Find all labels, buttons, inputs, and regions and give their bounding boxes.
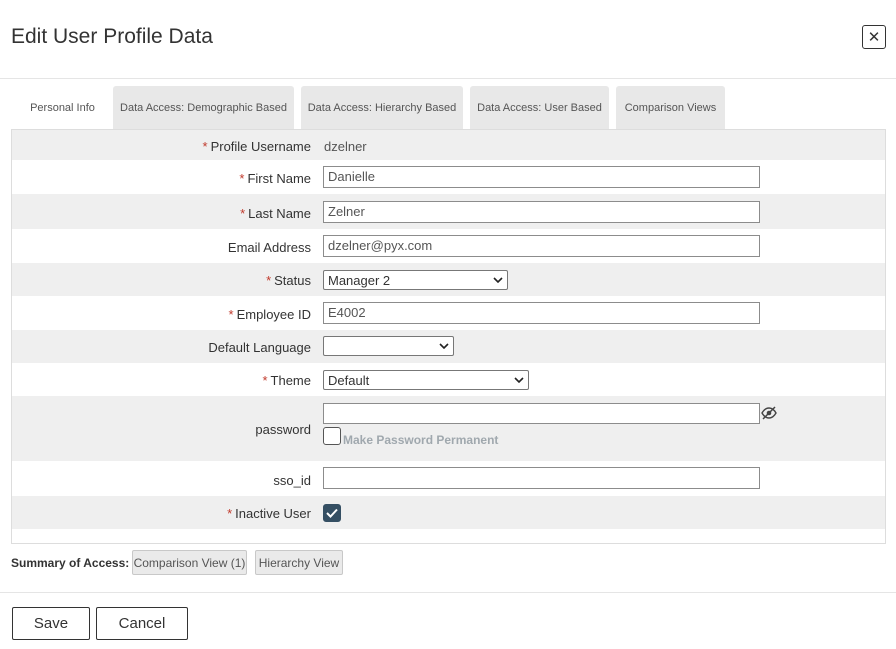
inactive-user-label xyxy=(227,506,311,521)
hierarchy-view-button[interactable] xyxy=(255,550,343,575)
form-row-first-name xyxy=(12,160,885,194)
form-row-employee-id xyxy=(12,296,885,330)
email-input[interactable]: dzelner@pyx.com xyxy=(323,235,760,257)
sso-id-input[interactable] xyxy=(323,467,760,489)
theme-selected-value: Default xyxy=(328,372,370,388)
label-text: Employee ID xyxy=(236,307,311,322)
tab-comparison-views[interactable] xyxy=(616,86,725,129)
default-language-select[interactable] xyxy=(323,336,454,356)
default-language-label: Default Language xyxy=(208,340,311,355)
form-row-theme xyxy=(12,363,885,396)
inactive-user-checkbox[interactable] xyxy=(323,504,341,522)
tab-demographic-based[interactable] xyxy=(113,86,294,129)
employee-id-label xyxy=(229,307,311,322)
required-marker: * xyxy=(227,506,233,521)
form-row-email xyxy=(12,229,885,263)
form-row-profile-username xyxy=(12,130,885,160)
summary-of-access-label: Summary of Access: xyxy=(11,556,130,570)
last-name-label xyxy=(240,206,311,221)
save-label: Save xyxy=(33,615,69,632)
make-password-permanent-checkbox[interactable] xyxy=(323,427,341,445)
tab-personal-info[interactable] xyxy=(11,86,114,129)
label-text: First Name xyxy=(247,171,311,186)
close-icon: ✕ xyxy=(867,28,881,46)
required-marker: * xyxy=(240,206,246,221)
status-selected-value: Manager 2 xyxy=(328,272,391,288)
form-row-sso-id xyxy=(12,461,885,496)
required-marker: * xyxy=(202,139,208,154)
cancel-label: Cancel xyxy=(118,615,166,632)
label-text: Last Name xyxy=(248,206,311,221)
dialog-title: Edit User Profile Data xyxy=(11,25,213,48)
chevron-down-icon xyxy=(493,277,503,283)
form-row-password xyxy=(12,396,885,461)
password-input[interactable] xyxy=(323,403,760,424)
profile-username-value: dzelner xyxy=(324,139,367,154)
cancel-button[interactable] xyxy=(96,607,188,640)
status-select[interactable] xyxy=(323,270,508,290)
label-text: Profile Username xyxy=(210,139,311,154)
required-marker: * xyxy=(262,373,268,388)
status-label xyxy=(266,273,311,288)
save-button[interactable] xyxy=(12,607,90,640)
label-text: Inactive User xyxy=(235,506,311,521)
hierarchy-view-label: Hierarchy View xyxy=(258,555,340,570)
chevron-down-icon xyxy=(439,343,449,349)
form-row-status xyxy=(12,263,885,296)
first-name-label xyxy=(239,171,311,186)
comparison-view-button[interactable] xyxy=(132,550,247,575)
required-marker: * xyxy=(266,273,272,288)
password-label: password xyxy=(255,422,311,437)
tab-label: Personal Info xyxy=(30,101,95,114)
modal-header xyxy=(0,0,896,79)
required-marker: * xyxy=(228,307,234,322)
comparison-view-label: Comparison View (1) xyxy=(133,555,246,570)
first-name-input[interactable]: Danielle xyxy=(323,166,760,188)
tab-label: Comparison Views xyxy=(624,101,717,114)
modal-footer xyxy=(0,592,896,649)
label-text: Theme xyxy=(270,373,311,388)
tab-label: Data Access: Demographic Based xyxy=(120,101,287,114)
tab-label: Data Access: User Based xyxy=(477,101,602,114)
theme-select[interactable] xyxy=(323,370,529,390)
email-label: Email Address xyxy=(227,240,311,255)
last-name-input[interactable]: Zelner xyxy=(323,201,760,223)
close-button[interactable] xyxy=(862,25,886,49)
tab-user-based[interactable] xyxy=(470,86,609,129)
sso-id-label: sso_id xyxy=(273,473,311,488)
make-password-permanent-label: Make Password Permanent xyxy=(343,433,499,447)
personal-info-panel xyxy=(11,129,886,544)
checkmark-icon xyxy=(326,508,338,518)
form-row-default-language xyxy=(12,330,885,363)
profile-username-label xyxy=(203,139,312,154)
tab-label: Data Access: Hierarchy Based xyxy=(307,101,457,114)
required-marker: * xyxy=(239,171,245,186)
label-text: Status xyxy=(274,273,311,288)
employee-id-input[interactable]: E4002 xyxy=(323,302,760,324)
tab-hierarchy-based[interactable] xyxy=(301,86,463,129)
form-row-last-name xyxy=(12,194,885,229)
theme-label xyxy=(262,373,311,388)
form-row-inactive-user xyxy=(12,496,885,529)
eye-slash-icon[interactable] xyxy=(761,406,777,420)
chevron-down-icon xyxy=(514,377,524,383)
